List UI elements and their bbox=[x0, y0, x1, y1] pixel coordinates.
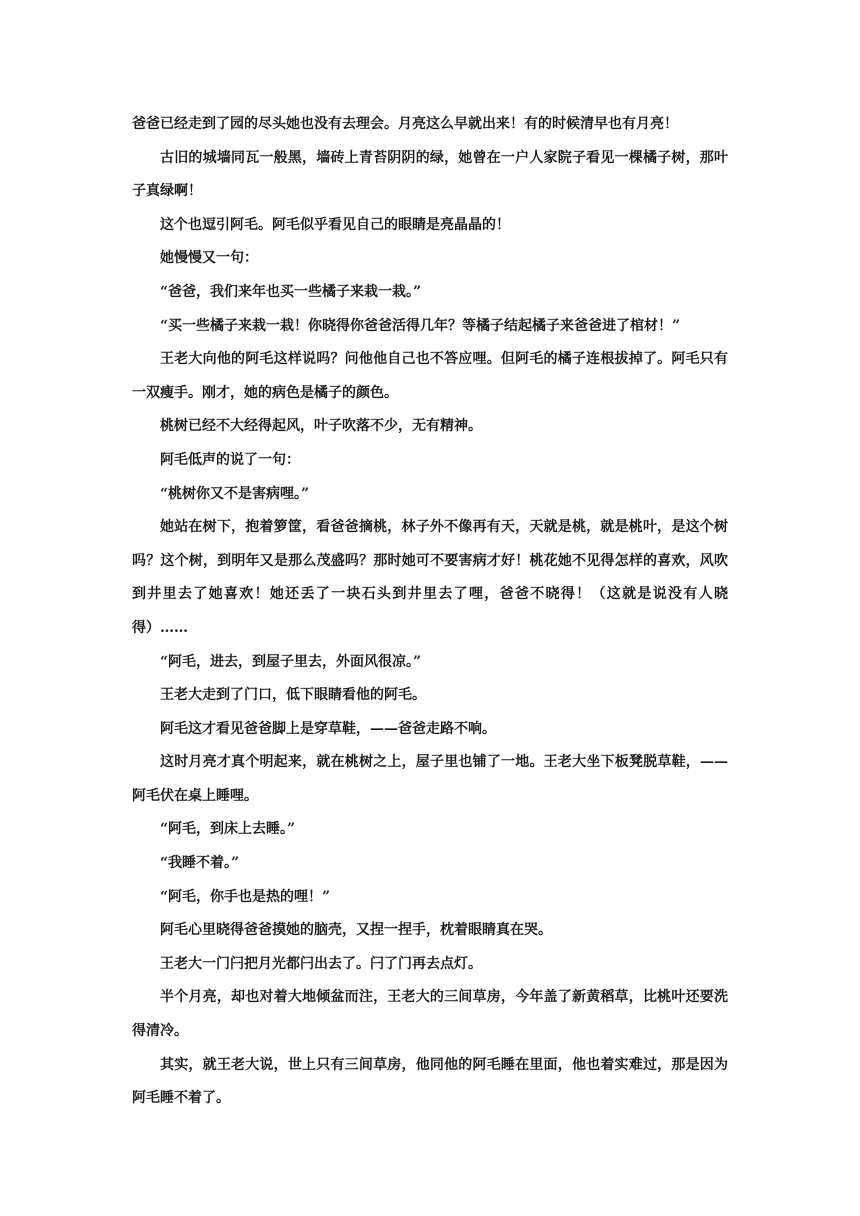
paragraph: “桃树你又不是害病哩。” bbox=[160, 485, 310, 502]
paragraph: 这个也逗引阿毛。阿毛似乎看见自己的眼睛是亮晶晶的！ bbox=[160, 216, 510, 233]
body-text bbox=[132, 108, 728, 1116]
paragraph: “阿毛，到床上去睡。” bbox=[160, 821, 296, 838]
paragraph: 阿毛心里晓得爸爸摸她的脑壳，又捏一捏手，枕着眼睛真在哭。 bbox=[160, 922, 552, 939]
paragraph: “阿毛，进去，到屋子里去，外面风很凉。” bbox=[160, 653, 422, 670]
paragraph: 这时月亮才真个明起来，就在桃树之上，屋子里也铺了一地。王老大坐下板凳脱草鞋，——阿毛伏在桌上睡哩。 bbox=[132, 754, 728, 804]
paragraph: 半个月亮，却也对着大地倾盆而注，王老大的三间草房，今年盖了新黄稻草，比桃叶还要洗得清冷。 bbox=[132, 989, 728, 1040]
paragraph: 其实，就王老大说，世上只有三间草房，他同他的阿毛睡在里面，他也着实难过，那是因为阿毛睡不着了。 bbox=[132, 1056, 728, 1107]
paragraph: 王老大走到了门口，低下眼睛看他的阿毛。 bbox=[160, 687, 426, 704]
paragraph: 王老大一门闩把月光都闩出去了。闩了门再去点灯。 bbox=[160, 955, 482, 972]
paragraph: 爸爸已经走到了园的尽头她也没有去理会。月亮这么早就出来！有的时候清早也有月亮！ bbox=[132, 116, 678, 132]
paragraph: 桃树已经不大经得起风，叶子吹落不少，无有精神。 bbox=[160, 418, 482, 435]
paragraph: 王老大向他的阿毛这样说吗？问他他自己也不答应哩。但阿毛的橘子连根拔掉了。阿毛只有一双瘦手。刚才，她的病色是橘子的颜色。 bbox=[132, 351, 728, 401]
paragraph: 阿毛这才看见爸爸脚上是穿草鞋，——爸爸走路不响。 bbox=[160, 720, 496, 737]
paragraph: 阿毛低声的说了一句： bbox=[160, 451, 300, 468]
paragraph: “阿毛，你手也是热的哩！” bbox=[160, 888, 331, 905]
paragraph: 古旧的城墙同瓦一般黑，墙砖上青苔阴阴的绿，她曾在一户人家院子看见一棵橘子树，那叶子真绿啊！ bbox=[132, 149, 728, 200]
paragraph: 她站在树下，抱着箩筐，看爸爸摘桃，林子外不像再有天，天就是桃，就是桃叶，是这个树吗？这个树，到明年又是那么茂盛吗？那时她可不要害病才好！桃花她不见得怎样的喜欢，风吹到井里去了她喜欢！她还丢了一块石头到井里去了哩，爸爸不晓得！（这就是说没有人晓得）…… bbox=[132, 519, 728, 636]
paragraph: 她慢慢又一句： bbox=[160, 250, 258, 267]
paragraph: “买一些橘子来栽一栽！你晓得你爸爸活得几年？等橘子结起橘子来爸爸进了棺材！” bbox=[160, 317, 681, 334]
paragraph: “爸爸，我们来年也买一些橘子来栽一栽。” bbox=[160, 283, 422, 300]
paragraph: “我睡不着。” bbox=[160, 855, 240, 872]
